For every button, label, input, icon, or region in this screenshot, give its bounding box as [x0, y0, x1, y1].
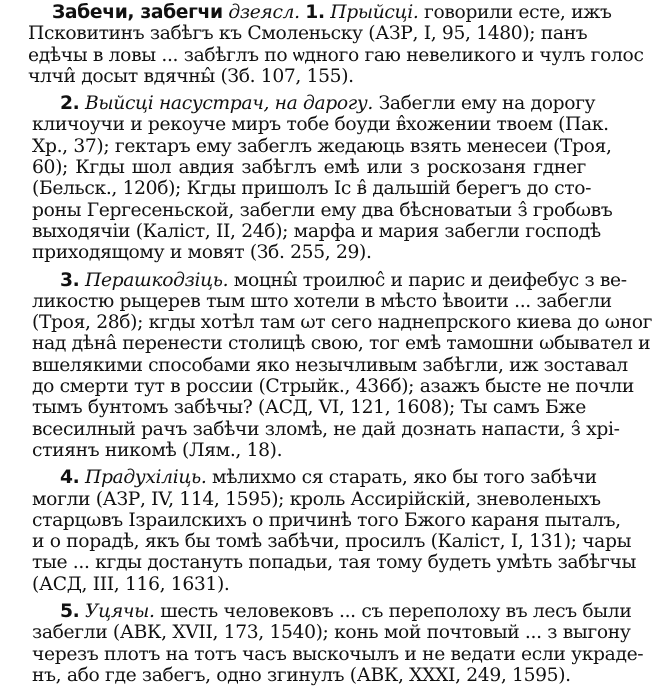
sense-number: 1.: [305, 2, 325, 23]
text-line: Псковитинъ забѣгъ къ Смоленьску (АЗР, I, 95, 1480); панъ: [28, 23, 588, 45]
text-line: кличоучи и рекоуче миръ тобе боуди в̂хожении твоем (Пак.: [32, 114, 609, 136]
text-line: ликостю рыцерев тым што хотели в мѣсто ѣвоити ... забегли: [32, 290, 612, 312]
text-line: члчи̂ досыт вдячны̂ (Зб. 107, 155).: [28, 65, 354, 87]
sense-5-paragraph: [4, 601, 644, 686]
text-line: (Троя, 28б); кгды хотѣл там ωт сего наднепрского киева до ωног: [32, 312, 652, 334]
text-line: едѣчы в ловы ... забѣглъ по ѡдного гаю невеликого и чулъ голос: [28, 44, 644, 66]
text-segment: Забегли ему на дорогу: [372, 93, 596, 115]
sense-gloss: Прадухіліць.: [85, 467, 207, 489]
text-line: 60); Кгды шол авдия забѣглъ емѣ или з роскозаня гднег: [32, 157, 586, 179]
sense-gloss: Прыйсці.: [330, 2, 419, 23]
text-segment: моцны̂ троилюс̂ и парис и деифебус з ве-: [228, 269, 627, 291]
text-line: забегли (АВК, XVII, 173, 1540); конь мой почтовый ... з выгону: [32, 622, 631, 644]
entry-headword: Забечи, забегчи: [52, 2, 223, 23]
text-line: тые ... кгды достануть попадьи, тая тому будеть умѣть забѣгчы: [32, 552, 636, 574]
text-line: до смерти тут в россии (Стрыйк., 436б); азажъ бысте не почли: [32, 376, 634, 398]
text-line: [4, 269, 627, 291]
sense-1-paragraph: [4, 2, 644, 87]
sense-gloss: Выйсці насустрач, на дарогу.: [85, 93, 373, 115]
text-line: Хр., 37); гектаръ ему забеглъ жедаюць взять менесеи (Троя,: [32, 135, 612, 157]
grammar-label: дзеясл.: [228, 2, 300, 23]
sense-2-paragraph: [4, 93, 613, 264]
sense-number: 4.: [60, 467, 80, 489]
text-line: нъ, або где забегъ, одно згинулъ (АВК, XXXI, 249, 1595).: [32, 664, 571, 686]
sense-gloss: Уцячы.: [85, 601, 155, 623]
text-line: вшелякими способами яко незычливым забѣгли, иж зоставал: [32, 354, 628, 376]
text-line: могли (АЗР, IV, 114, 1595); кроль Ассирійскій, зневоленыхъ: [32, 488, 601, 510]
text-line: [4, 601, 632, 623]
text-line: [4, 93, 596, 115]
sense-number: 3.: [60, 269, 80, 291]
text-line: (АСД, III, 116, 1631).: [32, 573, 230, 595]
text-segment: шесть человековъ ... съ переполоху въ лесъ были: [154, 601, 632, 623]
text-line: роны Гергесеньской, забегли ему два бѣсноватыи з̂ гробωвъ: [32, 199, 613, 221]
text-line: выходячіи (Каліст, II, 24б); марфа и мария забегли господѣ: [32, 220, 601, 242]
sense-3-paragraph: [4, 269, 652, 462]
text-segment: мѣлихмо ся старать, яко бы того забѣчи: [206, 467, 597, 489]
text-line: над дѣна̂ перенести столицѣ свою, тог емѣ тамошни ωбывател и: [32, 333, 651, 355]
text-line: стиянъ никомѣ (Лям., 18).: [32, 439, 283, 461]
text-line: тымъ бунтомъ забѣчы? (АСД, VI, 121, 1608); Ты самъ Бже: [32, 397, 586, 419]
text-line: всесилный рачъ забѣчи зломѣ, не дай дознать напасти, з̂ хрі-: [32, 418, 620, 440]
dictionary-page: [4, 2, 652, 692]
sense-number: 2.: [60, 93, 80, 115]
sense-gloss: Перашкодзіць.: [85, 269, 229, 291]
text-segment: говорили есте, ижъ: [418, 2, 612, 23]
sense-4-paragraph: [4, 467, 636, 595]
sense-number: 5.: [60, 601, 80, 623]
text-line: [4, 467, 597, 489]
text-line: приходящому и мовят (Зб. 255, 29).: [32, 242, 372, 264]
text-line: черезъ плотъ на тотъ часъ выскочылъ и не ведати если украде-: [32, 643, 644, 665]
text-line: (Бельск., 120б); Кгды пришолъ Іс в̂ дальшій берегъ до сто-: [32, 178, 592, 200]
text-line: и о порадѣ, якъ бы томѣ забѣчи, просилъ (Каліст, I, 131); чары: [32, 531, 632, 553]
text-line: [4, 2, 612, 23]
text-line: старцωвъ Ізраилскихъ о причинѣ того Бжого караня пыталъ,: [32, 509, 621, 531]
